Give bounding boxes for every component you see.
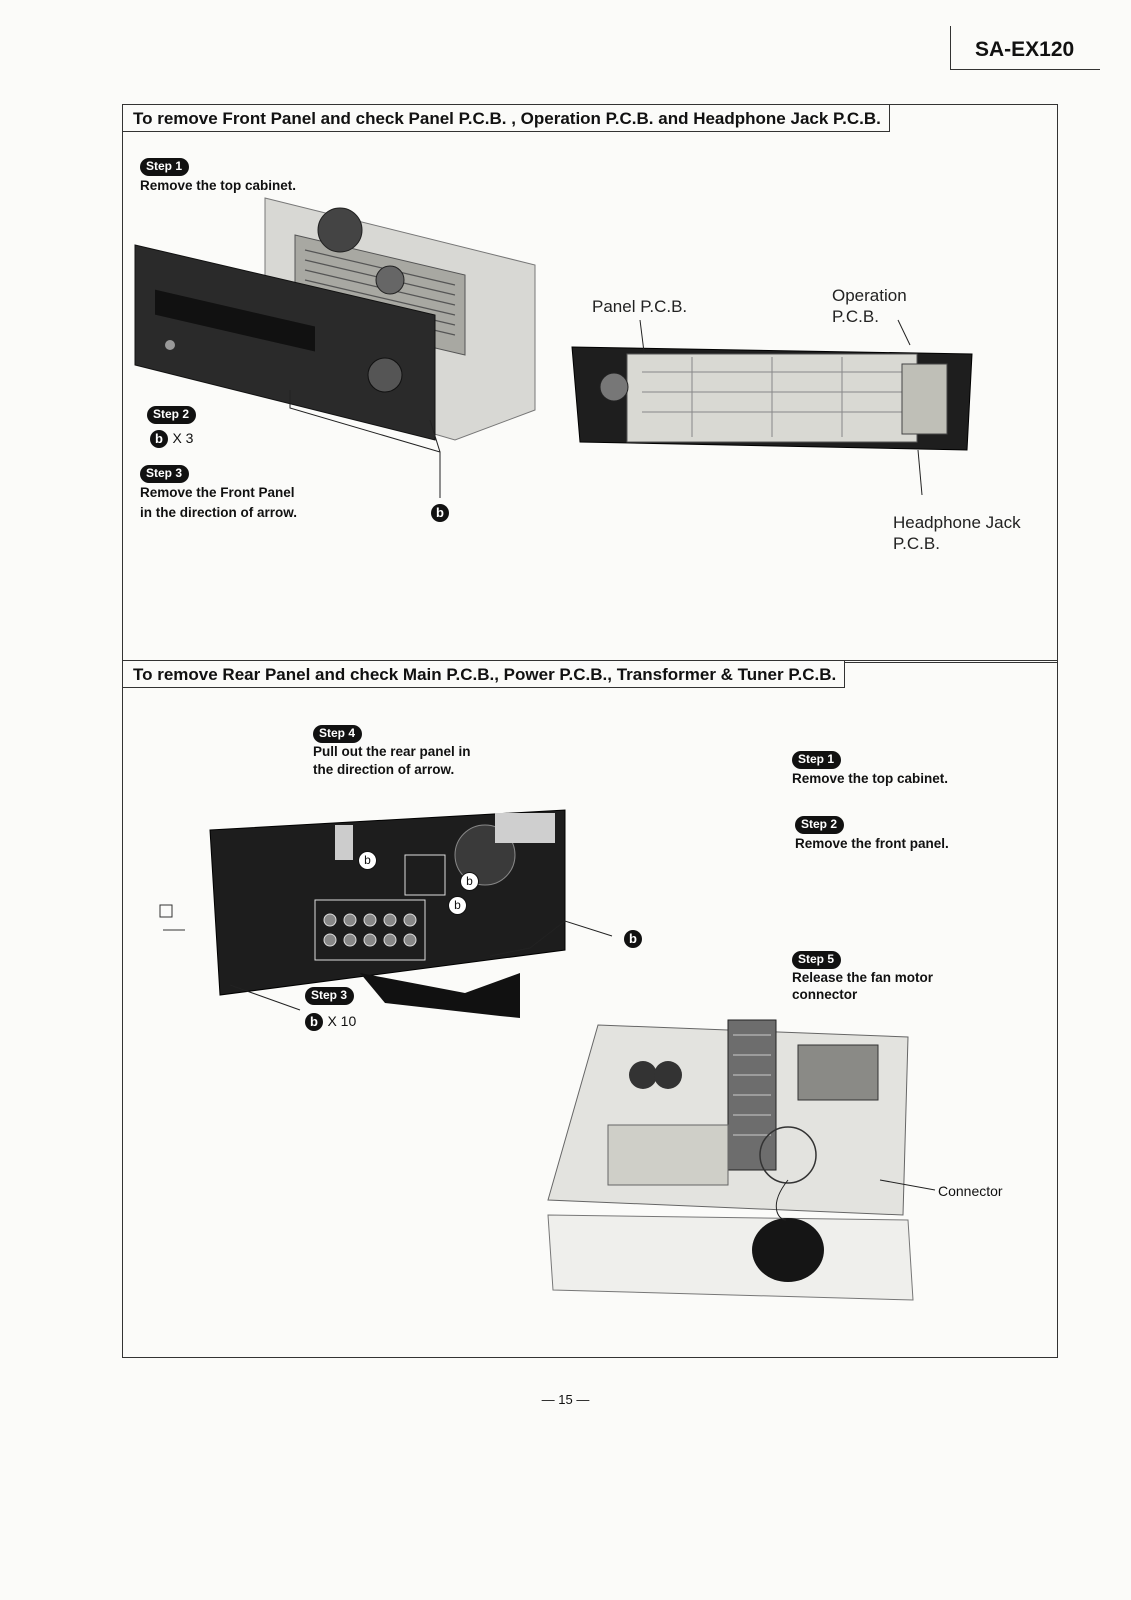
label-line1: Headphone Jack: [893, 513, 1021, 532]
screw-callout: [431, 504, 449, 522]
label-line1: Operation: [832, 286, 907, 305]
step-text: Remove the top cabinet.: [140, 178, 297, 193]
screw-icon: b: [460, 872, 479, 891]
connector-leader: [880, 1178, 940, 1198]
header-underline: [950, 69, 1100, 70]
s2-step5: [792, 950, 933, 1003]
screw-icon: b: [305, 1013, 323, 1031]
step-badge: Step 1: [140, 158, 189, 176]
step-text-line1: Pull out the rear panel in: [313, 744, 471, 759]
s1-step1: [140, 157, 296, 196]
pcb-leader-lines: [620, 300, 940, 500]
screw-mark: [448, 896, 467, 915]
header-divider: [950, 26, 951, 70]
screw-icon: b: [358, 851, 377, 870]
step-badge: Step 2: [795, 816, 844, 834]
step-text-line1: Release the fan motor: [792, 970, 934, 985]
s2-step4: [313, 724, 471, 779]
screw-count: X 10: [327, 1013, 357, 1029]
step-badge: Step 4: [313, 725, 362, 743]
screw-mark: [358, 851, 377, 870]
operation-pcb-label: [832, 285, 907, 327]
label-line2: P.C.B.: [893, 534, 940, 553]
step-text-line2: the direction of arrow.: [313, 762, 455, 777]
headphone-pcb-label: [893, 512, 1021, 554]
label-line2: P.C.B.: [832, 307, 879, 326]
step-badge: Step 5: [792, 951, 841, 969]
page-number: — 15 —: [541, 1392, 590, 1407]
s1-step2-screw-count: [150, 430, 193, 448]
step3-leader: [230, 985, 310, 1015]
chassis-internal-illustration: [548, 1015, 943, 1305]
s1-step2: [147, 405, 196, 424]
s2-step3: [305, 986, 354, 1005]
step-badge: Step 3: [140, 465, 189, 483]
step-text: Remove the top cabinet.: [792, 771, 949, 786]
step-text-line2: in the direction of arrow.: [140, 505, 298, 520]
screw-icon: b: [448, 896, 467, 915]
step-text-line2: connector: [792, 987, 858, 1002]
screw-mark: [460, 872, 479, 891]
s1-step3: [140, 464, 297, 523]
s2-step3-screw-count: [305, 1013, 356, 1031]
connector-label: Connector: [938, 1183, 1003, 1199]
s2-step2: [795, 815, 949, 854]
screw-icon: b: [150, 430, 168, 448]
step-badge: Step 1: [792, 751, 841, 769]
screw-count: X 3: [172, 430, 194, 446]
step-text-line1: Remove the Front Panel: [140, 485, 295, 500]
step-text: Remove the front panel.: [795, 836, 949, 851]
screw-leader-lines: [280, 390, 460, 510]
step-badge: Step 3: [305, 987, 354, 1005]
section-rear-panel-title: To remove Rear Panel and check Main P.C.B., Power P.C.B., Transformer & Tuner P.C.B.: [123, 661, 845, 688]
panel-pcb-label: Panel P.C.B.: [592, 297, 688, 316]
screw-icon: b: [624, 930, 642, 948]
rear-screw-leader: [490, 918, 620, 968]
screw-icon: b: [431, 504, 449, 522]
s2-step1: [792, 750, 948, 789]
model-number: SA-EX120: [975, 38, 1075, 61]
screw-callout: [624, 930, 642, 948]
pull-direction-arrow: [360, 968, 530, 1023]
section-front-panel-title: To remove Front Panel and check Panel P.C.B. , Operation P.C.B. and Headphone Jack P.C.B.: [123, 105, 890, 132]
step-badge: Step 2: [147, 406, 196, 424]
